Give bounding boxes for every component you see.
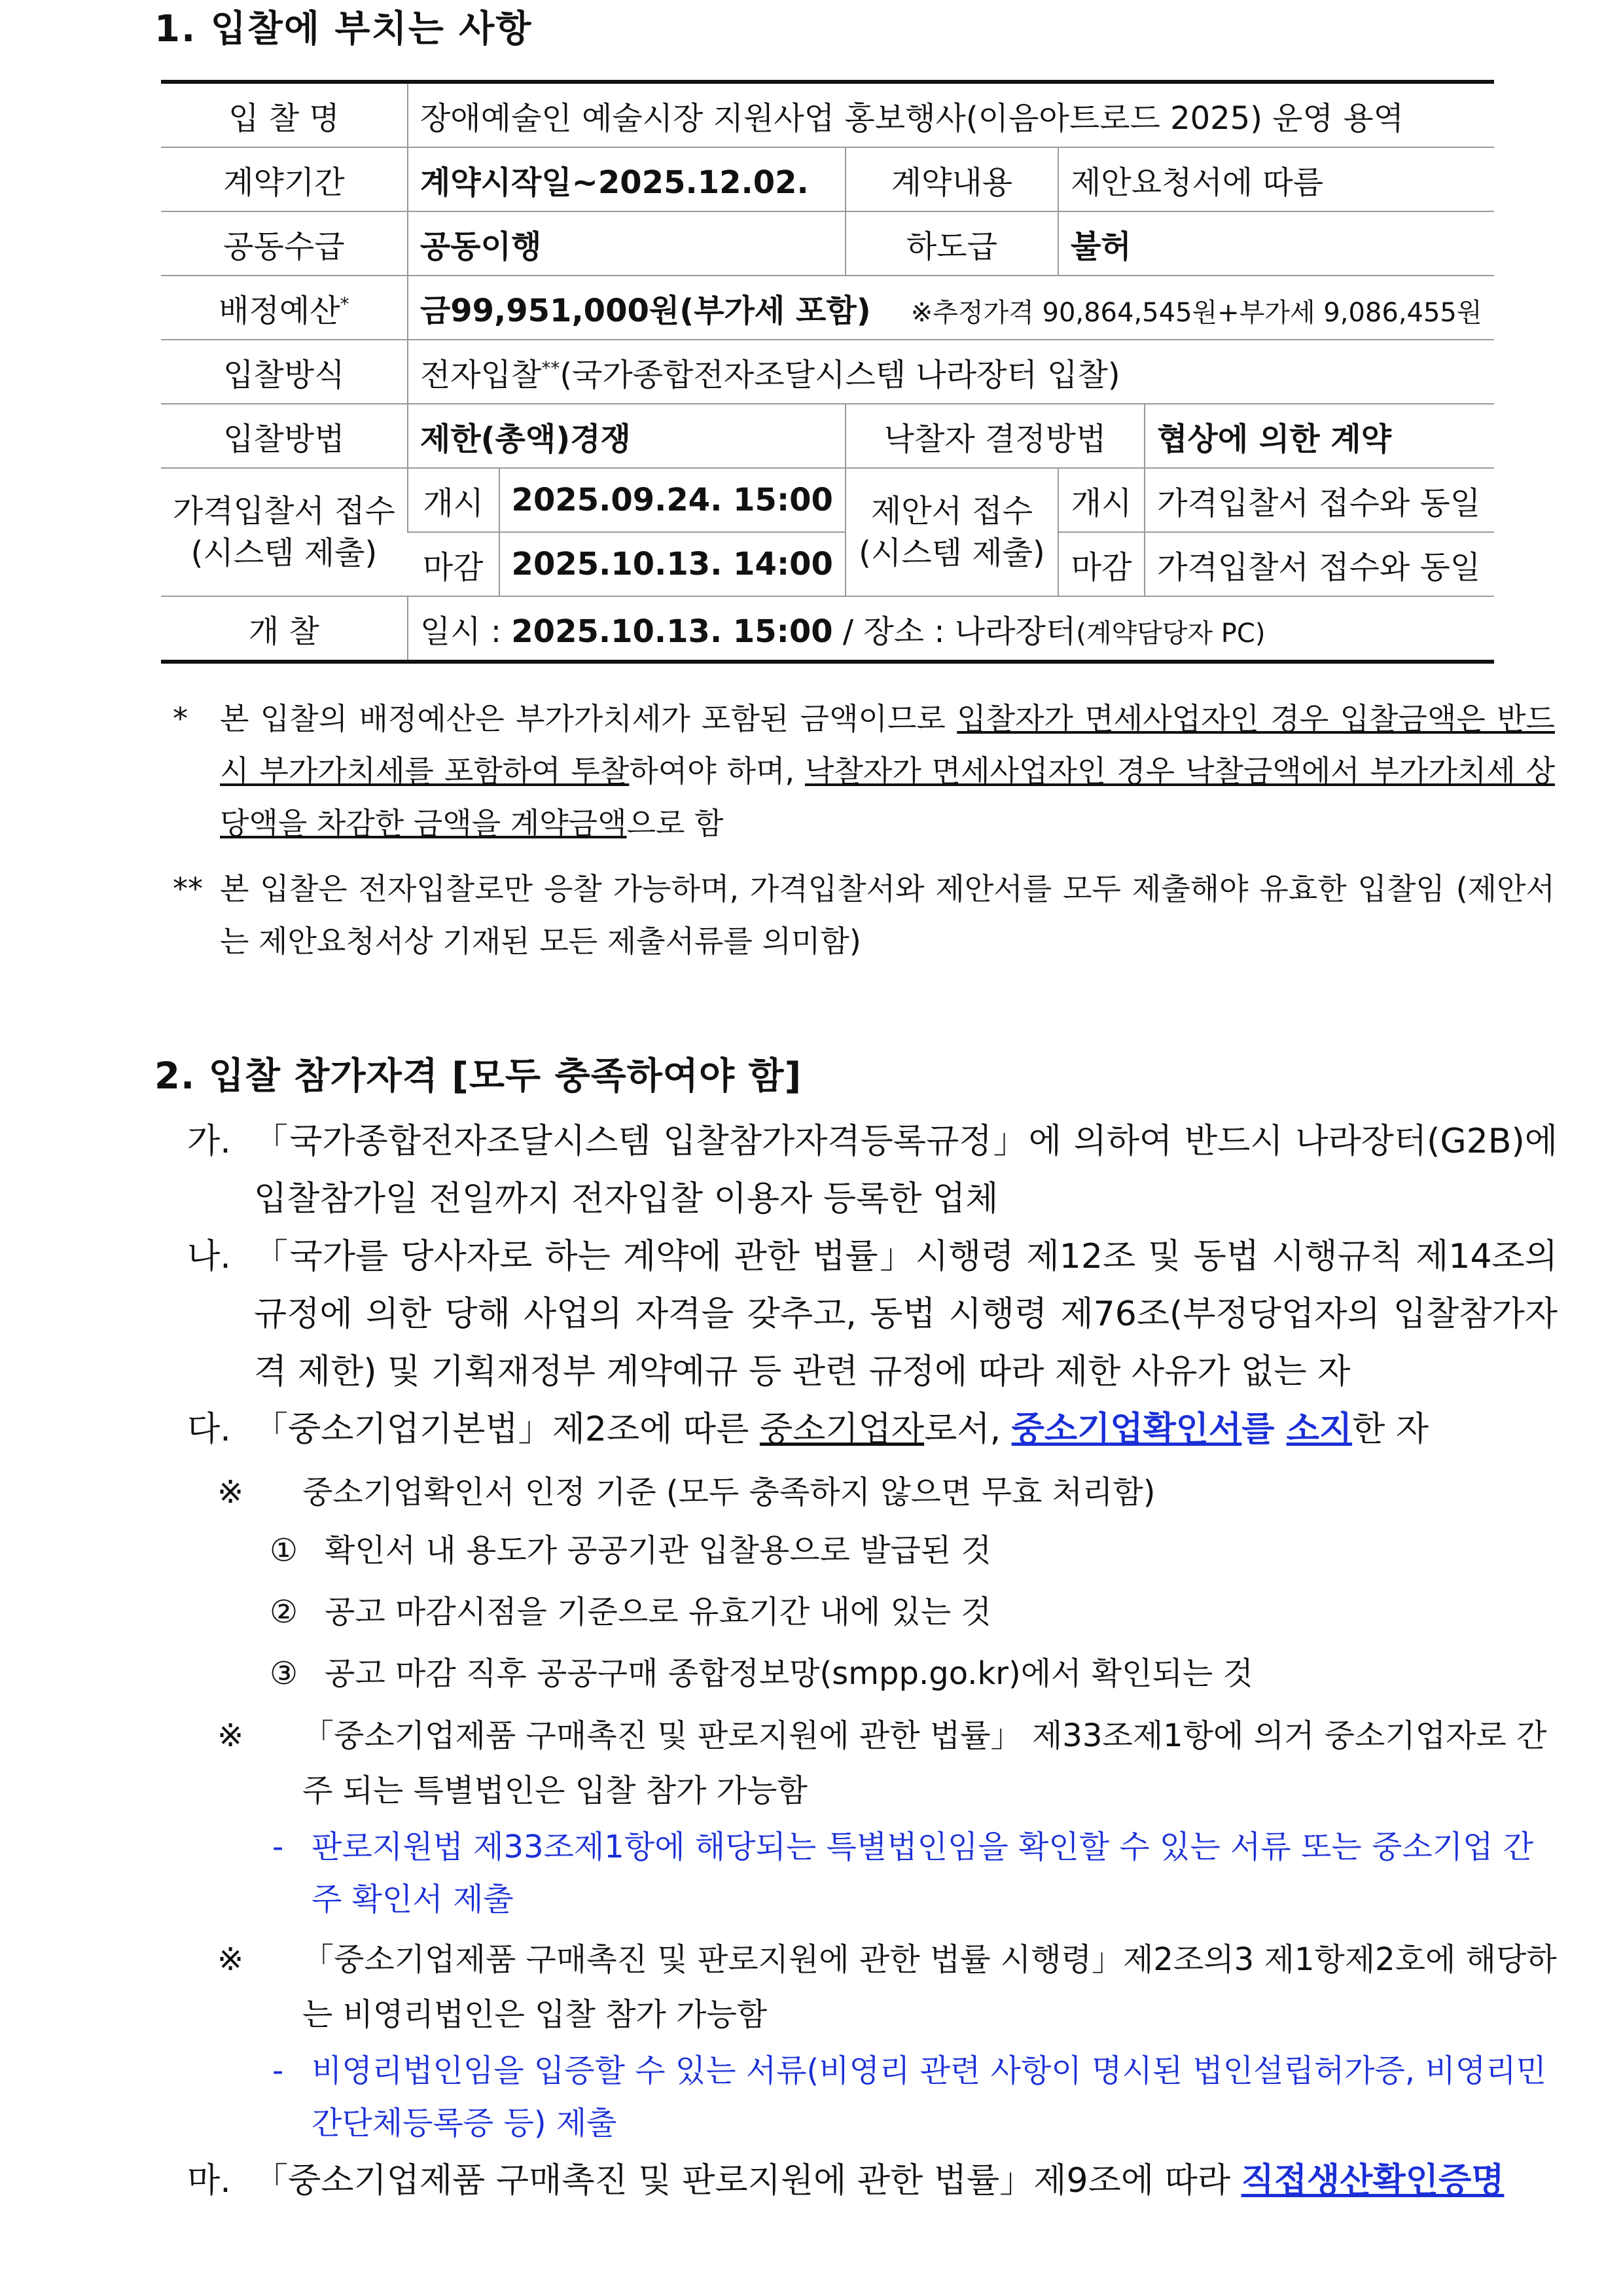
period-label: 계약기간 [161, 147, 408, 211]
price-open-label: 개시 [408, 468, 499, 532]
criteria-text: 확인서 내 용도가 공공기관 입찰용으로 발급된 것 [325, 1532, 991, 1569]
criteria-number: ② [270, 1594, 298, 1630]
table-row [161, 404, 1494, 468]
proposal-label-line-2: (시스템 제출) [859, 535, 1045, 571]
method-value: 전자입찰 [419, 356, 542, 393]
list-marker: 마. [187, 2161, 231, 2200]
content-label: 계약내용 [846, 147, 1058, 211]
opening-place: / 장소 : 나라장터 [832, 613, 1077, 650]
budget-value-cell [408, 276, 1494, 340]
list-item-text: 「중소기업제품 구매촉진 및 판로지원에 관한 법률」제9조에 따라 [254, 2161, 1241, 2200]
criteria-item [270, 1520, 1558, 1581]
note-text: 「중소기업제품 구매촉진 및 판로지원에 관한 법률 시행령」제2조의3 제1항제2호에 해당하는 비영리법인은 입찰 참가 가능함 [302, 1941, 1557, 2033]
budget-note: ※추정가격 90,864,545원+부가세 9,086,455원 [910, 297, 1482, 328]
table-row [161, 276, 1494, 340]
budget-label: 배정예산 [219, 292, 340, 329]
footnote-text: 본 입찰의 배정예산은 부가가치세가 포함된 금액이므로 [220, 701, 957, 736]
subcontract-value: 불허 [1058, 211, 1494, 276]
footnote-electronic-bid [173, 863, 1555, 967]
list-item-text: 한 자 [1352, 1410, 1429, 1449]
list-item-text: 「중소기업기본법」제2조에 따른 [254, 1410, 760, 1449]
list-item-highlight: 직접생산확인증명 [1241, 2161, 1505, 2200]
criteria-text: 공고 마감시점을 기준으로 유효기간 내에 있는 것 [325, 1594, 991, 1630]
list-item [187, 1401, 1558, 1458]
list-item-highlight: 소지 [1286, 1410, 1353, 1449]
footnote-text: 으로 함 [626, 806, 724, 841]
special-corp-doc [272, 1821, 1558, 1926]
way-value: 제한(총액)경쟁 [408, 404, 846, 468]
list-item [187, 1228, 1558, 1401]
budget-value: 금99,951,000원(부가세 포함) [419, 292, 871, 329]
method-value-cell [408, 340, 1494, 404]
reference-mark: ※ [217, 1474, 244, 1511]
list-marker: 가. [187, 1122, 231, 1161]
method-label: 입찰방식 [161, 340, 408, 404]
criteria-note [217, 1465, 1558, 1520]
proposal-open-value: 가격입찰서 접수와 동일 [1145, 468, 1493, 532]
price-label-line-1: 가격입찰서 접수 [173, 493, 395, 529]
reference-mark: ※ [217, 1941, 244, 1978]
criteria-text: 공고 마감 직후 공공구매 종합정보망(smpp.go.kr)에서 확인되는 것 [325, 1655, 1253, 1692]
criteria-item [270, 1581, 1558, 1643]
bid-info-table [161, 80, 1494, 664]
note-text: 판로지원법 제33조제1항에 해당되는 특별법인임을 확인할 수 있는 서류 또는 중소기업 간주 확인서 제출 [312, 1829, 1534, 1918]
list-item-text: 「국가를 당사자로 하는 계약에 관한 법률」시행령 제12조 및 동법 시행규칙 제14조의 규정에 의한 당해 사업의 자격을 갖추고, 동법 시행령 제76조(부정당업자의 입찰참가자격 제한) 및 기획재정부 계약예규 등 관련 규정에 따라 제한 사유가 없는 자 [254, 1237, 1558, 1391]
footnote-underlined-text: 입찰자가 면세사업자인 경우 입찰금액은 반드시 부가가치세를 포함하여 투찰 [220, 701, 1555, 789]
list-marker: 다. [187, 1410, 231, 1449]
price-label-cell [161, 468, 408, 596]
footnote-budget [173, 692, 1555, 850]
reference-mark: ※ [217, 1717, 244, 1754]
special-corp-note [217, 1708, 1558, 1818]
list-item [187, 1113, 1558, 1228]
joint-label: 공동수급 [161, 211, 408, 276]
nonprofit-note [217, 1932, 1558, 2042]
proposal-close-label: 마감 [1058, 532, 1145, 596]
content-value: 제안요청서에 따름 [1058, 147, 1494, 211]
qualification-list [187, 1113, 1558, 2210]
proposal-label-line-1: 제안서 접수 [870, 493, 1033, 529]
method-value-rest: (국가종합전자조달시스템 나라장터 입찰) [560, 356, 1120, 393]
footnote-mark: * [173, 701, 188, 736]
section-1-title: 1. 입찰에 부치는 사항 [154, 8, 533, 50]
winner-label: 낙찰자 결정방법 [846, 404, 1145, 468]
price-label-line-2: (시스템 제출) [190, 535, 378, 571]
list-item [187, 2152, 1558, 2210]
note-text: 「중소기업제품 구매촉진 및 판로지원에 관한 법률」 제33조제1항에 의거 중소기업자로 간주 되는 특별법인은 입찰 참가 가능함 [302, 1717, 1547, 1809]
method-footnote-mark: ** [541, 357, 560, 379]
table-row [161, 82, 1494, 147]
note-text: 비영리법인임을 입증할 수 있는 서류(비영리 관련 사항이 명시된 법인설립허가증, 비영리민간단체등록증 등) 제출 [312, 2053, 1546, 2142]
proposal-close-value: 가격입찰서 접수와 동일 [1145, 532, 1493, 596]
budget-label-cell [161, 276, 408, 340]
budget-footnote-mark: * [340, 293, 349, 315]
criteria-title: 중소기업확인서 인정 기준 (모두 충족하지 않으면 무효 처리함) [302, 1474, 1156, 1511]
proposal-open-label: 개시 [1058, 468, 1145, 532]
list-item-text: 로서, [924, 1410, 1012, 1449]
list-item-underlined-text: 중소기업자 [759, 1410, 925, 1449]
bid-name-label: 입 찰 명 [161, 82, 408, 147]
criteria-number: ③ [270, 1655, 298, 1692]
opening-label: 개 찰 [161, 596, 408, 662]
list-item-highlight: 를 [1241, 1410, 1287, 1449]
opening-time: 2025.10.13. 15:00 [511, 613, 833, 650]
table-row [161, 340, 1494, 404]
table-row [161, 468, 1494, 532]
table-row [161, 596, 1494, 662]
dash-mark: - [272, 1829, 284, 1865]
price-open-value: 2025.09.24. 15:00 [499, 468, 846, 532]
opening-prefix: 일시 : [419, 613, 512, 650]
price-close-value: 2025.10.13. 14:00 [499, 532, 846, 596]
price-close-label: 마감 [408, 532, 499, 596]
criteria-item [270, 1643, 1558, 1704]
opening-place-note: (계약담당자 PC) [1076, 618, 1266, 649]
winner-value: 협상에 의한 계약 [1145, 404, 1493, 468]
footnote-text: 하여야 하며, [629, 753, 806, 789]
footnote-text: 본 입찰은 전자입찰로만 응찰 가능하며, 가격입찰서와 제안서를 모두 제출해야 유효한 입찰임 (제안서는 제안요청서상 기재된 모든 제출서류를 의미함) [220, 871, 1555, 959]
table-row [161, 147, 1494, 211]
footnote-mark: ** [173, 871, 203, 906]
footnotes [173, 692, 1555, 980]
table-row [161, 211, 1494, 276]
opening-value-cell [408, 596, 1494, 662]
nonprofit-doc [272, 2045, 1558, 2149]
subcontract-label: 하도급 [846, 211, 1058, 276]
list-item-text: 「국가종합전자조달시스템 입찰참가자격등록규정」에 의하여 반드시 나라장터(G2B)에 입찰참가일 전일까지 전자입찰 이용자 등록한 업체 [254, 1122, 1558, 1219]
way-label: 입찰방법 [161, 404, 408, 468]
list-item-highlight: 중소기업확인서 [1011, 1410, 1242, 1449]
list-marker: 나. [187, 1237, 231, 1276]
footnote-underlined-text: 낙찰자가 면세사업자인 경우 낙찰금액에서 부가가치세 상당액을 차감한 금액을 계약금액 [220, 753, 1556, 841]
criteria-number: ① [270, 1532, 298, 1569]
period-value: 계약시작일~2025.12.02. [408, 147, 846, 211]
bid-name-value: 장애예술인 예술시장 지원사업 홍보행사(이음아트로드 2025) 운영 용역 [408, 82, 1494, 147]
section-2-title: 2. 입찰 참가자격 [모두 충족하여야 함] [154, 1055, 802, 1098]
joint-value: 공동이행 [408, 211, 846, 276]
proposal-label-cell [846, 468, 1058, 596]
dash-mark: - [272, 2053, 284, 2089]
